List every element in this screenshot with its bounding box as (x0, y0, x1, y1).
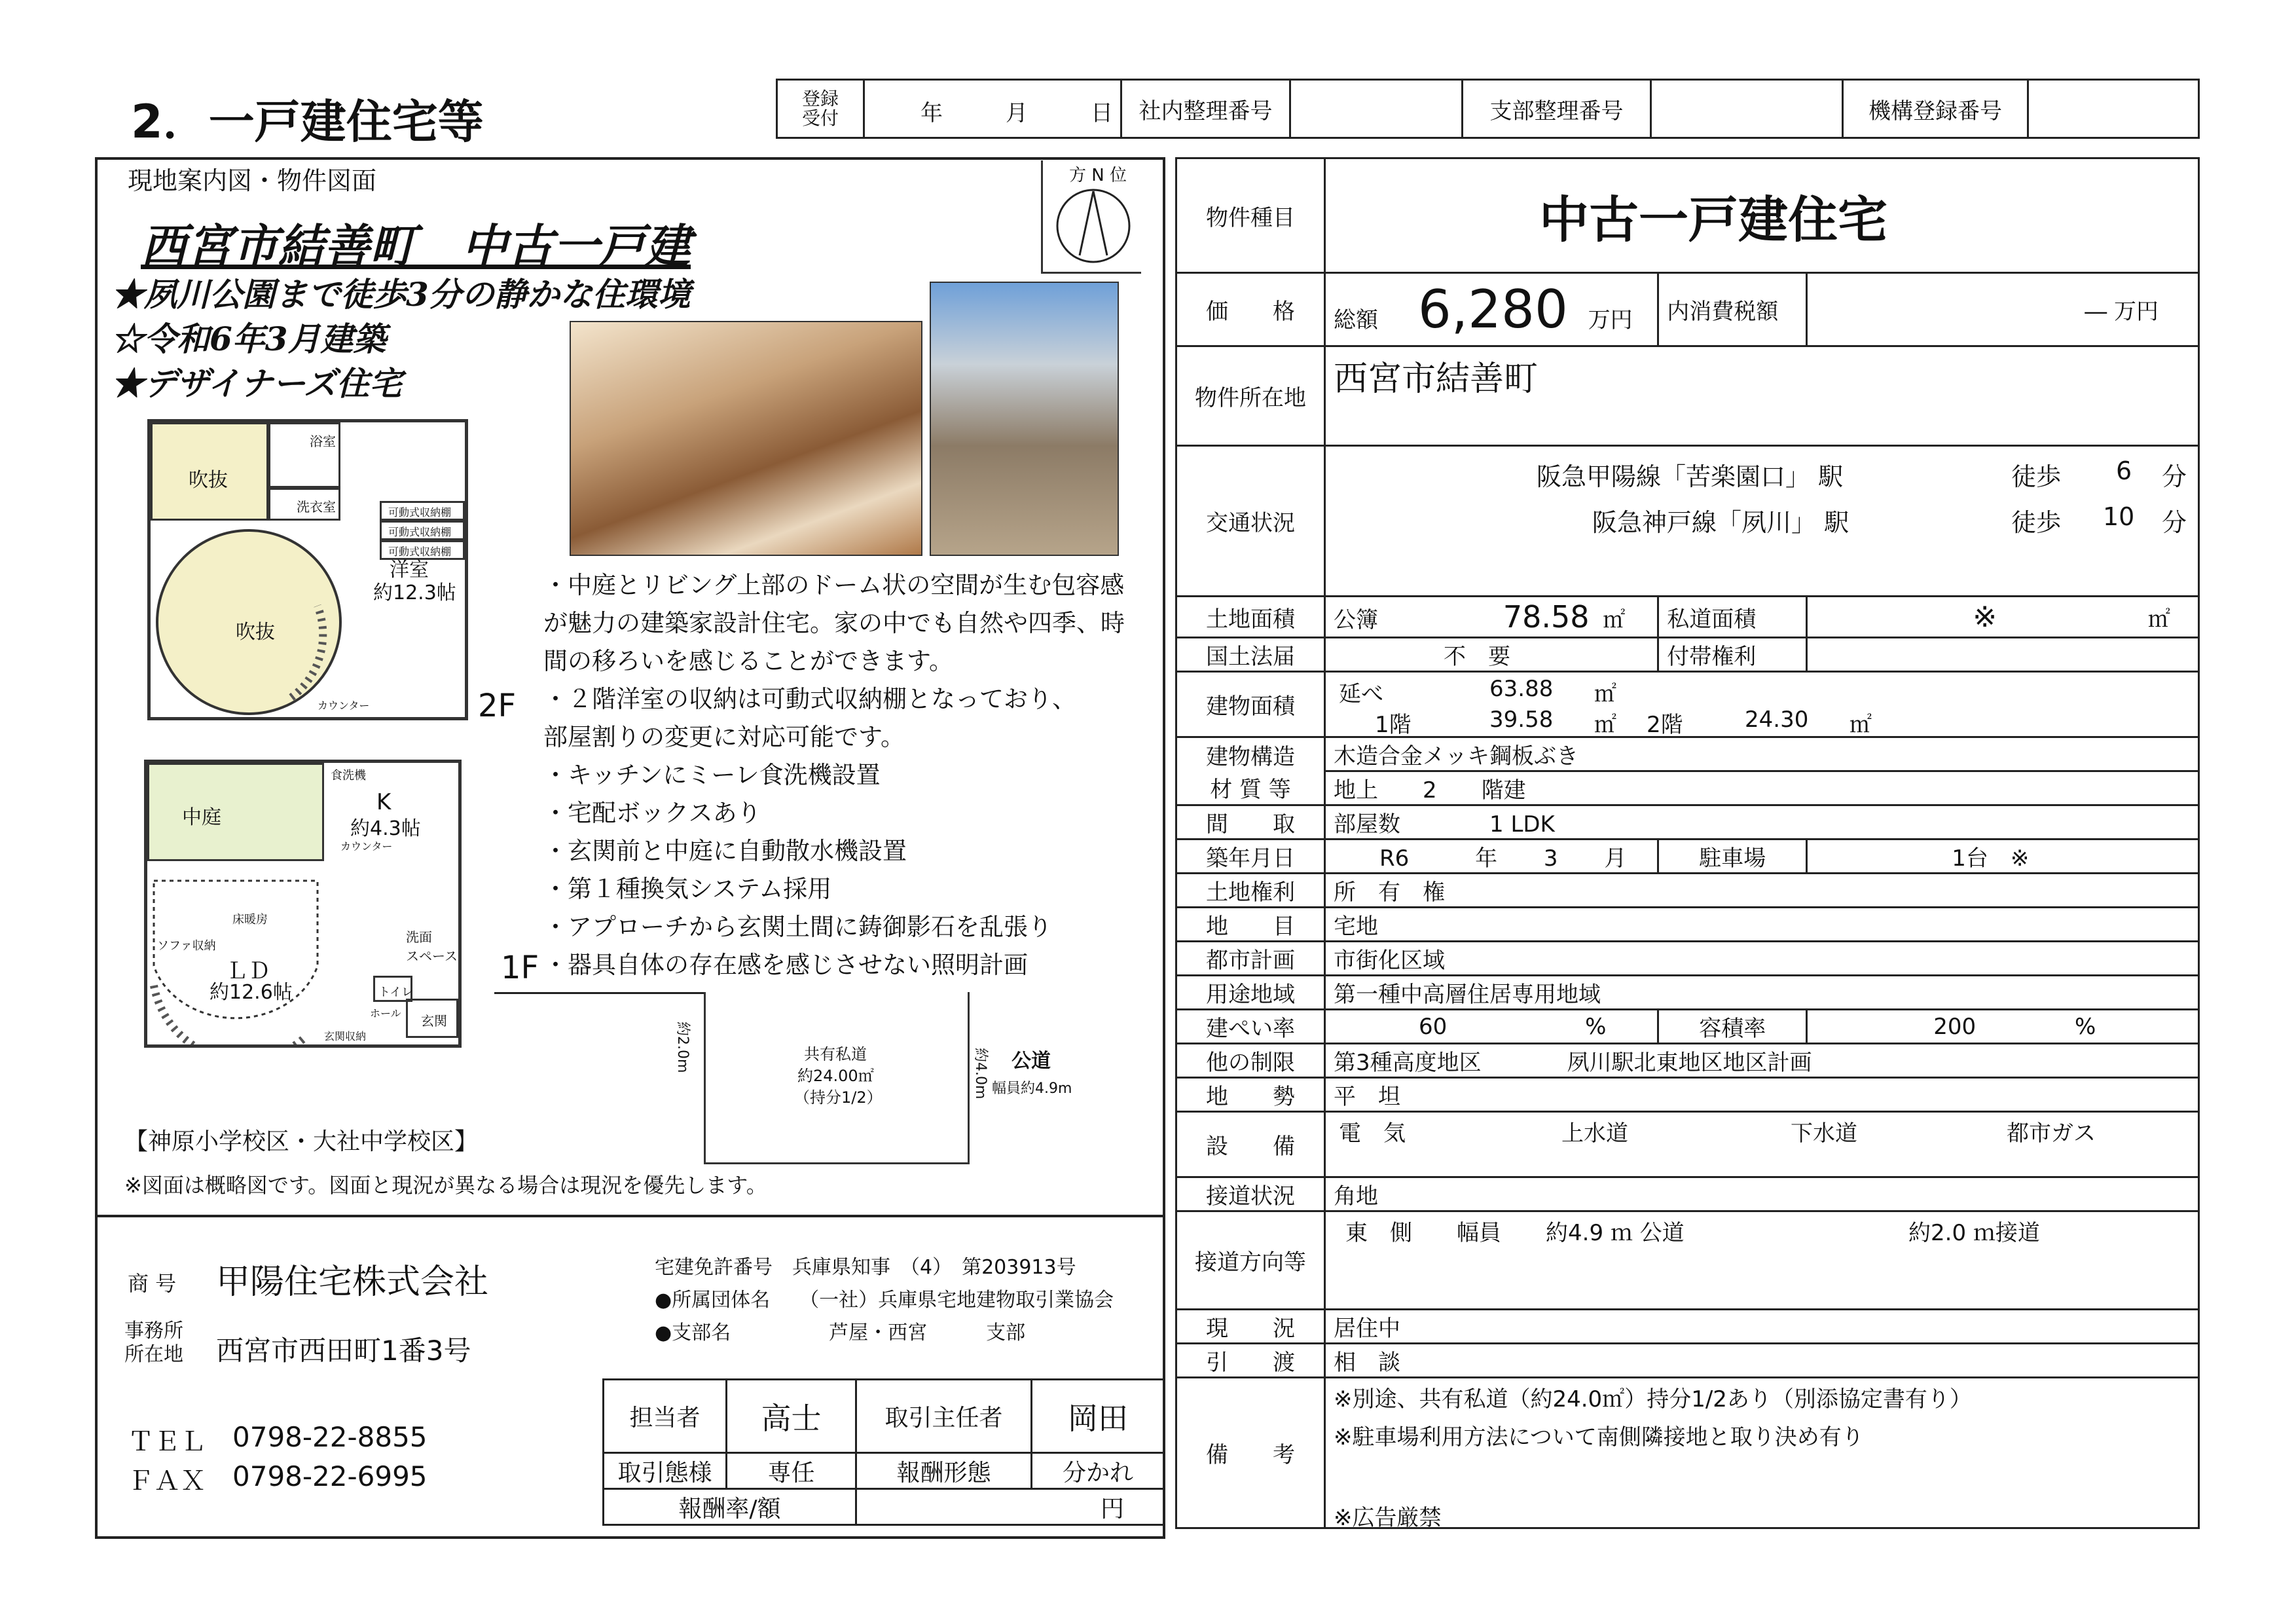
branch-no-field[interactable] (1651, 80, 1843, 138)
biko-1: ※別途、共有私道（約24.0㎡）持分1/2あり（別添協定書有り） (1334, 1386, 1972, 1412)
setsudo-label: 接道状況 (1176, 1177, 1325, 1211)
struct-label: 建物構造 (1176, 737, 1325, 771)
price-unit: 万円 (1588, 307, 1633, 333)
struct: 木造合金メッキ鋼板ぶき (1325, 737, 2199, 771)
taiyo-label: 取引態様 (604, 1453, 727, 1489)
nobe-label: 延べ (1339, 681, 1383, 707)
madori: 部屋数 1 LDK (1325, 805, 2199, 840)
private-road: 共有私道 (804, 1045, 867, 1063)
office-label: 事務所 所在地 (124, 1320, 183, 1366)
fukinuke-2f-2: 吹抜 (236, 621, 275, 644)
youto: 第一種中高層住居専用地域 (1325, 976, 2199, 1010)
toshi: 市街化区域 (1325, 942, 2199, 976)
price: 6,280 (1417, 279, 1568, 340)
reg-label: 登録 受付 (777, 80, 864, 138)
company-no-field[interactable] (1290, 80, 1463, 138)
tel[interactable]: 0798-22-8855 (232, 1421, 428, 1453)
fax: 0798-22-6995 (232, 1460, 428, 1492)
hall: ホール (370, 1007, 401, 1020)
branch: ●支部名 芦屋・西宮 支部 (655, 1321, 1026, 1344)
floor-1f-label: 1F (501, 950, 539, 986)
staff-table (602, 1378, 1165, 1526)
rate-label: 報酬率/額 (604, 1489, 856, 1525)
shoe-storage: 玄関収納 (324, 1030, 367, 1043)
total-label: 総額 (1334, 307, 1378, 333)
interior-photo (570, 321, 922, 556)
tel-label: ＴＥＬ (128, 1427, 206, 1457)
rate-unit: 円 (856, 1489, 1165, 1525)
built-era: R6 (1379, 845, 1410, 872)
setsubi-label: 設 備 (1176, 1112, 1325, 1177)
transit-1-line: 阪急甲陽線「苦楽園口」 駅 (1537, 462, 1844, 491)
parking-label: 駐車場 (1658, 840, 1807, 874)
floor-plan-2f (147, 419, 468, 720)
shelf-2: 可動式収納棚 (380, 521, 465, 540)
company-name: 甲陽住宅株式会社 (216, 1263, 489, 1302)
setsubi-gas: 都市ガス (2007, 1120, 2096, 1147)
seigen-label: 他の制限 (1176, 1044, 1325, 1078)
kokudo: 不 要 (1325, 638, 1658, 672)
day-label: 日 (1091, 100, 1113, 126)
shelf-3: 可動式収納棚 (380, 540, 465, 560)
year-label: 年 (920, 100, 943, 126)
priv-unit: ㎡ (2147, 606, 2170, 633)
built-month: 3 (1543, 845, 1558, 872)
chimoku: 宅地 (1325, 908, 2199, 942)
association: ●所属団体名 （一社）兵庫県宅地建物取引業協会 (655, 1289, 1114, 1312)
room-2f-name: 洋室 (390, 559, 429, 581)
biko-3: ※広告厳禁 (1334, 1505, 1442, 1531)
land-label: 土地面積 (1176, 597, 1325, 638)
transit-1-walk: 徒歩 (2011, 462, 2062, 491)
built-label: 築年月日 (1176, 840, 1325, 874)
transit-1-min: 6 (2116, 456, 2132, 485)
property-table (1175, 157, 2200, 1529)
setsubi-gesui: 下水道 (1791, 1120, 1857, 1147)
fax-label: ＦＡＸ (128, 1466, 206, 1496)
kenpei-label: 建ぺい率 (1176, 1010, 1325, 1044)
transit-2-line: 阪急神戸線「夙川」 駅 (1592, 508, 1850, 537)
priv-label: 私道面積 (1658, 597, 1807, 638)
f2-unit: ㎡ (1850, 712, 1872, 738)
org-no-field[interactable] (2028, 80, 2199, 138)
priv-area: ※ (1973, 600, 1997, 634)
fukinuke-2f: 吹抜 (151, 422, 268, 521)
width-2m: 約2.0m (674, 1022, 691, 1073)
parking: 1台 ※ (1807, 840, 2199, 874)
private-road-area: 約24.00㎡ (797, 1067, 874, 1085)
floor-plan-1f (144, 760, 462, 1048)
transit-2-walk: 徒歩 (2011, 508, 2062, 537)
compass-icon (1051, 183, 1136, 268)
tax: ― (2085, 299, 2107, 325)
road-diagram (704, 992, 970, 1164)
room-2f-size: 約12.3帖 (373, 581, 456, 604)
public-road-width: 幅員約4.9m (992, 1080, 1072, 1097)
futai (1807, 638, 2199, 672)
kenpei: 60 (1419, 1013, 1448, 1040)
sofa-storage: ソファ収納 (157, 939, 216, 953)
yoseki-unit: % (2074, 1013, 2096, 1040)
right-label: 土地権利 (1176, 874, 1325, 908)
nobe-area: 63.88 (1489, 676, 1554, 702)
transit-2-unit: 分 (2162, 508, 2187, 537)
shelf-1: 可動式収納棚 (380, 501, 465, 521)
houkou-1: 東 側 幅員 約4.9 ｍ 公道 (1345, 1220, 1685, 1246)
ld-size: 約12.6帖 (210, 981, 293, 1004)
kokudo-label: 国土法届 (1176, 638, 1325, 672)
transit-2-min: 10 (2103, 502, 2135, 531)
license: 宅建免許番号 兵庫県知事 （4） 第203913号 (655, 1256, 1076, 1279)
section-title: 現地案内図・物件図面 (128, 166, 377, 195)
type-label: 物件種目 (1176, 158, 1325, 273)
chimoku-label: 地 目 (1176, 908, 1325, 942)
seigen-2: 夙川駅北東地区地区計画 (1567, 1050, 1812, 1076)
tax-label: 内消費税額 (1658, 273, 1807, 346)
courtyard: 中庭 (147, 763, 324, 861)
compass (1041, 160, 1141, 274)
yoseki: 200 (1933, 1013, 1977, 1040)
kenpei-unit: % (1585, 1013, 1607, 1040)
mat-label: 材 質 等 (1176, 771, 1325, 805)
registration-table (776, 79, 2200, 139)
houkou-2: 約2.0 ｍ接道 (1908, 1220, 2040, 1246)
reg-date[interactable] (864, 80, 1121, 138)
nobe-unit: ㎡ (1594, 681, 1616, 707)
feature-3: ★デザイナーズ住宅 (111, 364, 402, 403)
tanto-label: 担当者 (604, 1380, 727, 1453)
yoseki-label: 容積率 (1658, 1010, 1807, 1044)
land-unit: ㎡ (1603, 607, 1626, 633)
page-title: 2．一戸建住宅等 (131, 95, 484, 149)
toilet: トイレ (373, 976, 412, 1002)
hikiwatashi-label: 引 渡 (1176, 1344, 1325, 1378)
floor-2f-label: 2F (478, 688, 517, 724)
counter-2f: カウンター (318, 699, 370, 712)
address: 西宮市結善町 (1325, 346, 2199, 446)
built-month-unit: 月 (1604, 845, 1627, 872)
tax-unit: 万円 (2114, 299, 2159, 325)
transit-label: 交通状況 (1176, 446, 1325, 597)
company-no-label: 社内整理番号 (1121, 80, 1290, 138)
floor-heating: 床暖房 (232, 913, 268, 927)
f1-area: 39.58 (1489, 707, 1554, 733)
company-address: 西宮市西田町1番3号 (216, 1335, 471, 1367)
seigen-1: 第3種高度地区 (1334, 1050, 1482, 1076)
plan-note: ※図面は概略図です。図面と現況が異なる場合は現況を優先します。 (124, 1173, 767, 1198)
hikiwatashi: 相 談 (1325, 1344, 2199, 1378)
shunin-label: 取引主任者 (856, 1380, 1032, 1453)
genkyo-label: 現 況 (1176, 1310, 1325, 1344)
land-area: 78.58 (1503, 599, 1590, 635)
tanto: 高士 (727, 1380, 856, 1453)
month-label: 月 (1006, 100, 1028, 126)
toshi-label: 都市計画 (1176, 942, 1325, 976)
futai-label: 付帯権利 (1658, 638, 1807, 672)
keitai-label: 報酬形態 (856, 1453, 1032, 1489)
wash-space: 洗面 スペース (406, 929, 458, 964)
dishwasher: 食洗機 (331, 769, 366, 783)
trade-label: 商 号 (128, 1271, 177, 1296)
land-right: 所 有 権 (1325, 874, 2199, 908)
counter-1f: カウンター (340, 840, 393, 853)
price-label: 価 格 (1176, 273, 1325, 346)
setsudo: 角地 (1325, 1177, 2199, 1211)
floors: 地上 2 階建 (1325, 771, 2199, 805)
compass-label: 方 N 位 (1069, 166, 1127, 185)
private-road-share: （持分1/2） (794, 1088, 883, 1107)
f2-area: 24.30 (1745, 707, 1809, 733)
houkou-label: 接道方向等 (1176, 1211, 1325, 1310)
addr-label: 物件所在地 (1176, 346, 1325, 446)
width-4m: 約4.0m (972, 1048, 989, 1099)
branch-no-label: 支部整理番号 (1463, 80, 1651, 138)
f1-unit: ㎡ (1594, 712, 1616, 738)
property-type: 中古一戸建住宅 (1325, 158, 2199, 273)
land-kind: 公簿 (1334, 607, 1378, 633)
setsubi-denki: 電 気 (1339, 1120, 1406, 1147)
youto-label: 用途地域 (1176, 976, 1325, 1010)
biko-2: ※駐車場利用方法について南側隣接地と取り決め有り (1334, 1424, 1864, 1450)
org-no-label: 機構登録番号 (1843, 80, 2028, 138)
entrance: 玄関 (406, 999, 458, 1038)
chisei-label: 地 勢 (1176, 1078, 1325, 1112)
taiyo: 専任 (727, 1453, 856, 1489)
bldg-label: 建物面積 (1176, 672, 1325, 737)
biko-label: 備 考 (1176, 1378, 1325, 1528)
public-road: 公道 (1011, 1050, 1051, 1073)
laundry-2f: 洗衣室 (268, 488, 340, 521)
ld-label: ＬＤ (226, 958, 270, 984)
transit-1-unit: 分 (2162, 462, 2187, 491)
feature-1: ★夙川公園まで徒歩3分の静かな住環境 (111, 275, 691, 314)
exterior-photo (930, 282, 1119, 556)
headline: 西宮市結善町 中古一戸建 (141, 219, 691, 273)
f2-label: 2階 (1647, 712, 1683, 738)
shunin: 岡田 (1032, 1380, 1165, 1453)
f1-label: 1階 (1375, 712, 1412, 738)
chisei: 平 坦 (1325, 1078, 2199, 1112)
description: ・中庭とリビング上部のドーム状の空間が生む包容感 が魅力の建築家設計住宅。家の中でも自然や四季、時 間の移ろいを感じることができます。 ・２階洋室の収納は可動式収納棚となっており、 部屋割りの変更に対応可能です。 ・キッチンにミーレ食洗機設置 ・宅配ボックスあり ・玄関前と中庭に自動散水機設置 ・第１種換気システム採用 ・アプローチから玄関土間に鋳御影石を乱張り ・器具自体の存在感を感じさせない照明計画 (543, 571, 1125, 979)
built-year-unit: 年 (1475, 845, 1498, 872)
kitchen-label: K (376, 789, 392, 815)
madori-label: 間 取 (1176, 805, 1325, 840)
setsubi-josui: 上水道 (1561, 1120, 1628, 1147)
genkyo: 居住中 (1325, 1310, 2199, 1344)
kitchen-size: 約4.3帖 (350, 817, 421, 840)
school-district: 【神原小学校区・大社中学校区】 (124, 1128, 479, 1155)
feature-2: ☆令和6年3月建築 (111, 320, 386, 358)
keitai: 分かれ (1032, 1453, 1165, 1489)
bath-2f: 浴室 (268, 422, 340, 488)
